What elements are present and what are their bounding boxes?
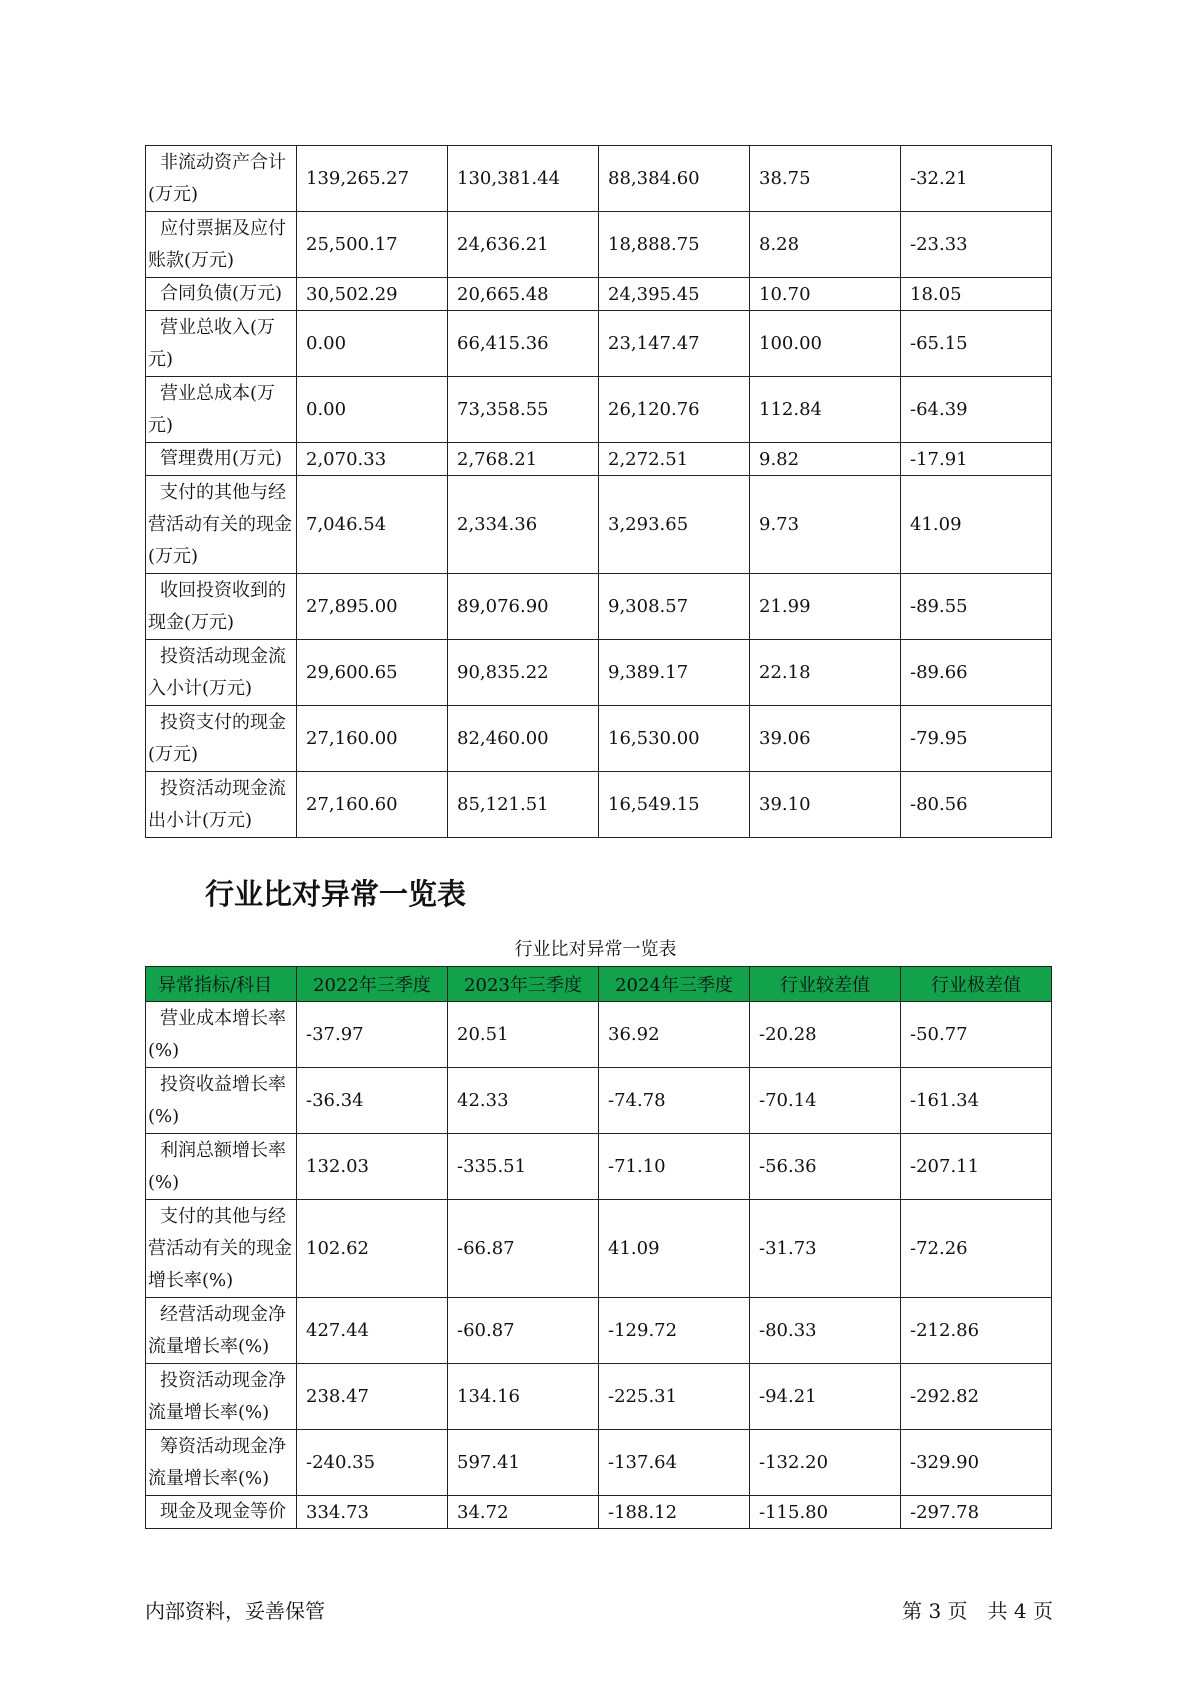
table-row (146, 1068, 1052, 1134)
table-cell: -129.72 (599, 1298, 750, 1364)
table-cell: 21.99 (750, 574, 901, 640)
table-cell: 23,147.47 (599, 311, 750, 377)
table-cell: 20,665.48 (448, 278, 599, 311)
row-label: 筹资活动现金净流量增长率(%) (146, 1430, 297, 1496)
table-cell: -292.82 (901, 1364, 1052, 1430)
table-cell: 427.44 (297, 1298, 448, 1364)
table-cell: 39.10 (750, 772, 901, 838)
table-cell: 24,395.45 (599, 278, 750, 311)
table-cell: -23.33 (901, 212, 1052, 278)
table-cell: -89.55 (901, 574, 1052, 640)
header-2022q3: 2022年三季度 (297, 967, 448, 1002)
row-label: 营业总成本(万元) (146, 377, 297, 443)
table-cell: 334.73 (297, 1496, 448, 1529)
table-cell: 102.62 (297, 1200, 448, 1298)
table-row (146, 1430, 1052, 1496)
table-cell: 27,895.00 (297, 574, 448, 640)
table-row (146, 443, 1052, 476)
table-cell: -212.86 (901, 1298, 1052, 1364)
table-cell: -79.95 (901, 706, 1052, 772)
table-cell: -80.56 (901, 772, 1052, 838)
row-label: 营业成本增长率(%) (146, 1002, 297, 1068)
table-cell: -115.80 (750, 1496, 901, 1529)
table-cell: -188.12 (599, 1496, 750, 1529)
table-cell: 8.28 (750, 212, 901, 278)
financial-table-body (146, 146, 1052, 838)
table-cell: 10.70 (750, 278, 901, 311)
table-cell: -71.10 (599, 1134, 750, 1200)
table-cell: -132.20 (750, 1430, 901, 1496)
table-cell: 238.47 (297, 1364, 448, 1430)
table-row (146, 476, 1052, 574)
table-cell: -335.51 (448, 1134, 599, 1200)
row-label: 合同负债(万元) (146, 278, 297, 311)
table-cell: -329.90 (901, 1430, 1052, 1496)
table-cell: 82,460.00 (448, 706, 599, 772)
row-label: 利润总额增长率(%) (146, 1134, 297, 1200)
table-row (146, 1298, 1052, 1364)
table-cell: -70.14 (750, 1068, 901, 1134)
table-row (146, 146, 1052, 212)
table-cell: -89.66 (901, 640, 1052, 706)
table-row (146, 706, 1052, 772)
table-cell: 27,160.00 (297, 706, 448, 772)
row-label: 投资活动现金流出小计(万元) (146, 772, 297, 838)
table-cell: 25,500.17 (297, 212, 448, 278)
table-cell: -64.39 (901, 377, 1052, 443)
table-cell: 9,389.17 (599, 640, 750, 706)
table-cell: 89,076.90 (448, 574, 599, 640)
table-cell: 38.75 (750, 146, 901, 212)
table-cell: -36.34 (297, 1068, 448, 1134)
table-cell: 112.84 (750, 377, 901, 443)
table-cell: 0.00 (297, 377, 448, 443)
table-cell: 29,600.65 (297, 640, 448, 706)
table-cell: 130,381.44 (448, 146, 599, 212)
table-row (146, 1002, 1052, 1068)
footer-page-number: 第 3 页 共 4 页 (902, 1599, 1053, 1623)
table-row (146, 278, 1052, 311)
table-cell: 2,272.51 (599, 443, 750, 476)
table-cell: 36.92 (599, 1002, 750, 1068)
section-heading: 行业比对异常一览表 (205, 877, 467, 911)
row-label: 投资收益增长率(%) (146, 1068, 297, 1134)
table-row (146, 377, 1052, 443)
table-cell: 0.00 (297, 311, 448, 377)
row-label: 营业总收入(万元) (146, 311, 297, 377)
table-cell: -65.15 (901, 311, 1052, 377)
table-cell: -56.36 (750, 1134, 901, 1200)
table-cell: 73,358.55 (448, 377, 599, 443)
table-cell: 88,384.60 (599, 146, 750, 212)
industry-anomaly-table (145, 966, 1052, 1529)
row-label: 投资支付的现金(万元) (146, 706, 297, 772)
table-cell: 139,265.27 (297, 146, 448, 212)
table-cell: -74.78 (599, 1068, 750, 1134)
header-industry-range: 行业极差值 (901, 967, 1052, 1002)
table-cell: 26,120.76 (599, 377, 750, 443)
table-cell: -225.31 (599, 1364, 750, 1430)
table-cell: -80.33 (750, 1298, 901, 1364)
header-2024q3: 2024年三季度 (599, 967, 750, 1002)
table-cell: -60.87 (448, 1298, 599, 1364)
table-cell: 18.05 (901, 278, 1052, 311)
table-cell: 7,046.54 (297, 476, 448, 574)
table-cell: 41.09 (599, 1200, 750, 1298)
table-cell: 30,502.29 (297, 278, 448, 311)
table-cell: 85,121.51 (448, 772, 599, 838)
table-cell: -161.34 (901, 1068, 1052, 1134)
table-cell: -32.21 (901, 146, 1052, 212)
table-row (146, 311, 1052, 377)
table-cell: 2,070.33 (297, 443, 448, 476)
table-cell: 24,636.21 (448, 212, 599, 278)
table-cell: 2,768.21 (448, 443, 599, 476)
industry-anomaly-table-body (146, 1002, 1052, 1529)
table-cell: 66,415.36 (448, 311, 599, 377)
row-label: 支付的其他与经营活动有关的现金增长率(%) (146, 1200, 297, 1298)
table-cell: 2,334.36 (448, 476, 599, 574)
row-label: 管理费用(万元) (146, 443, 297, 476)
table-cell: -297.78 (901, 1496, 1052, 1529)
table-cell: 18,888.75 (599, 212, 750, 278)
table-cell: 42.33 (448, 1068, 599, 1134)
table-cell: 22.18 (750, 640, 901, 706)
row-label: 投资活动现金流入小计(万元) (146, 640, 297, 706)
row-label: 投资活动现金净流量增长率(%) (146, 1364, 297, 1430)
table-cell: -17.91 (901, 443, 1052, 476)
footer-confidential-note: 内部资料，妥善保管 (145, 1599, 325, 1623)
header-2023q3: 2023年三季度 (448, 967, 599, 1002)
table-cell: -37.97 (297, 1002, 448, 1068)
table-caption: 行业比对异常一览表 (514, 939, 677, 960)
table-row (146, 1364, 1052, 1430)
table-cell: -240.35 (297, 1430, 448, 1496)
table-cell: 39.06 (750, 706, 901, 772)
table-cell: -50.77 (901, 1002, 1052, 1068)
table-cell: 100.00 (750, 311, 901, 377)
table-cell: 41.09 (901, 476, 1052, 574)
financial-table (145, 145, 1052, 838)
table-cell: 34.72 (448, 1496, 599, 1529)
table-cell: 9.82 (750, 443, 901, 476)
table-row (146, 1200, 1052, 1298)
table-cell: 27,160.60 (297, 772, 448, 838)
row-label: 收回投资收到的现金(万元) (146, 574, 297, 640)
row-label: 现金及现金等价 (146, 1496, 297, 1529)
table-header-row (146, 967, 1052, 1002)
table-cell: -72.26 (901, 1200, 1052, 1298)
table-row (146, 640, 1052, 706)
table-cell: 9.73 (750, 476, 901, 574)
table-row (146, 1496, 1052, 1529)
row-label: 应付票据及应付账款(万元) (146, 212, 297, 278)
table-cell: -31.73 (750, 1200, 901, 1298)
table-cell: -66.87 (448, 1200, 599, 1298)
table-cell: 134.16 (448, 1364, 599, 1430)
table-cell: 90,835.22 (448, 640, 599, 706)
table-row (146, 1134, 1052, 1200)
table-cell: -207.11 (901, 1134, 1052, 1200)
table-cell: 16,530.00 (599, 706, 750, 772)
table-cell: 132.03 (297, 1134, 448, 1200)
table-cell: -137.64 (599, 1430, 750, 1496)
row-label: 支付的其他与经营活动有关的现金(万元) (146, 476, 297, 574)
table-cell: 9,308.57 (599, 574, 750, 640)
row-label: 经营活动现金净流量增长率(%) (146, 1298, 297, 1364)
header-indicator: 异常指标/科目 (146, 967, 297, 1002)
table-row (146, 772, 1052, 838)
row-label: 非流动资产合计(万元) (146, 146, 297, 212)
table-cell: 3,293.65 (599, 476, 750, 574)
table-row (146, 212, 1052, 278)
table-cell: 597.41 (448, 1430, 599, 1496)
table-row (146, 574, 1052, 640)
table-cell: 16,549.15 (599, 772, 750, 838)
table-cell: -20.28 (750, 1002, 901, 1068)
header-industry-worse: 行业较差值 (750, 967, 901, 1002)
table-cell: 20.51 (448, 1002, 599, 1068)
table-cell: -94.21 (750, 1364, 901, 1430)
